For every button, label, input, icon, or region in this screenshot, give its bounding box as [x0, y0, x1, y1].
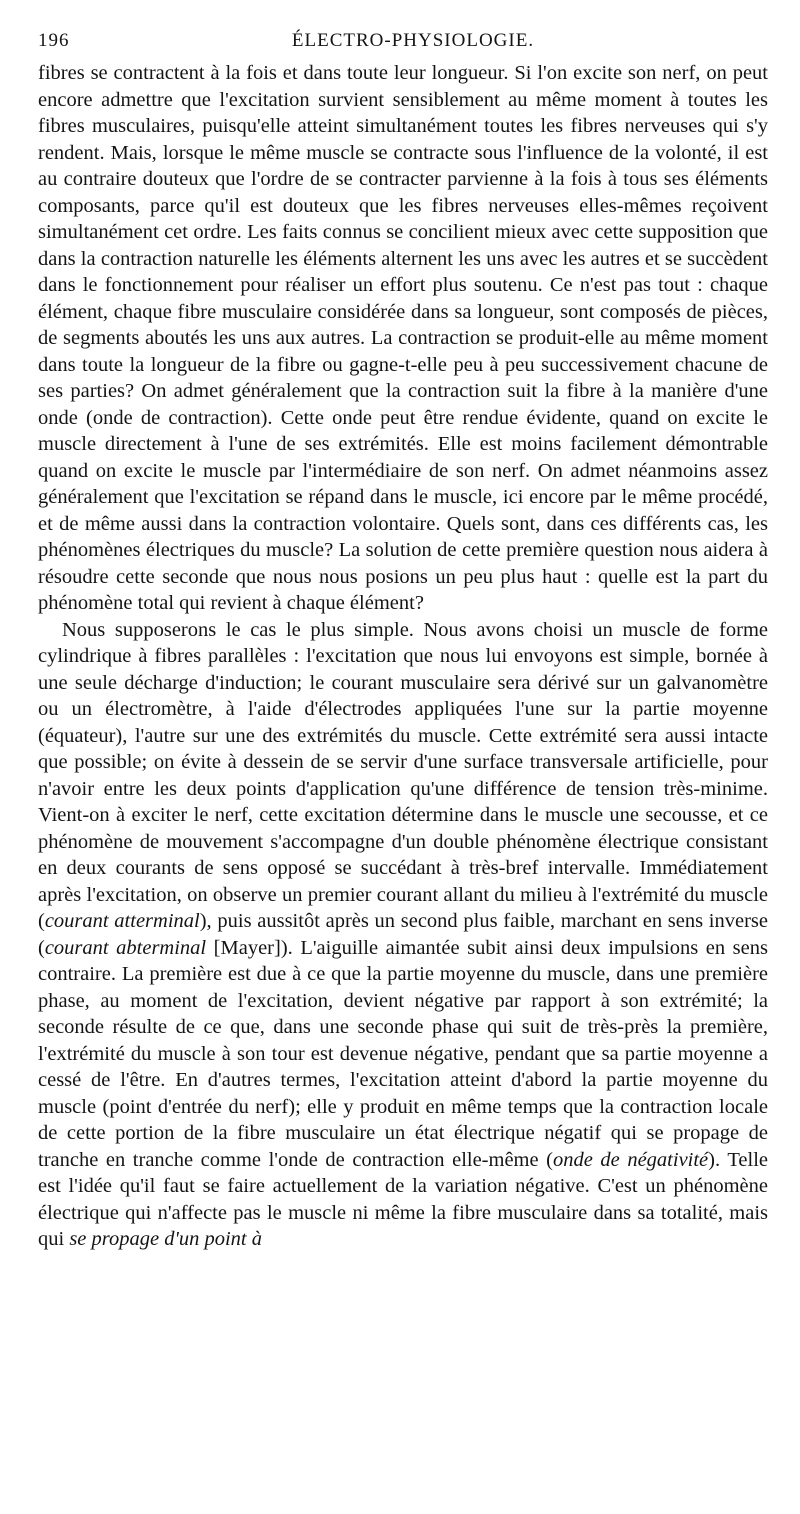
italic-text: onde de négativité — [553, 1148, 709, 1171]
italic-text: courant abterminal — [44, 936, 207, 959]
text-run: fibres se contractent à la fois et dans toute leur longueur. Si l'on excite son nerf, on peut encore admettre que l'excitation survient sensiblement au même moment à toutes les fibres musculaires, puisqu'elle atteint simultanément toutes les fibres nerveuses qui s'y rendent. Mais, lorsque le même muscle se contracte sous l'influence de la volonté, il est au contraire douteux que l'ordre de se contracter parvienne à la fois à tous ses éléments composants, parce qu'il est douteux que les fibres nerveuses elles-mêmes reçoivent simultanément cet ordre. Les faits connus se concilient mieux avec cette supposition que dans la contraction naturelle les éléments alternent les uns avec les autres et se succèdent dans le fonctionnement pour réaliser un effort plus soutenu. Ce n'est pas tout : chaque élément, chaque fibre musculaire considérée dans sa longueur, sont composés de pièces, de segments aboutés les uns aux autres. La contraction se produit-elle au même moment dans toute la longueur de la fibre ou gagne-t-elle peu à peu successivement chacune de ses parties? On admet généralement que la contraction suit la fibre à la manière d'une onde (onde de contraction). Cette onde peut être rendue évidente, quand on excite le muscle directement à l'une de ses extrémités. Elle est moins facilement démontrable quand on excite le muscle par l'intermédiaire de son nerf. On admet néanmoins assez généralement que l'excitation se répand dans le muscle, ici encore par le même procédé, et de même aussi dans la contraction volontaire. Quels sont, dans ces différents cas, les phénomènes électriques du muscle? La solution de cette première question nous aidera à résoudre cette seconde que nous nous posions un peu plus haut : quelle est la part du phénomène total qui revient à chaque élément? — [38, 62, 768, 614]
paragraph — [38, 60, 768, 617]
book-page — [38, 30, 768, 1253]
text-run: [Mayer]). L'aiguille aimantée subit ainsi deux impulsions en sens contraire. La première est due à ce que la partie moyenne du muscle, dans une première phase, au moment de l'excitation, devient négative par rapport à son extrémité; la seconde résulte de ce que, dans une seconde phase qui suit de très-près la première, l'extrémité du muscle à son tour est devenue négative, pendant que sa partie moyenne a cessé de l'être. En d'autres termes, l'excitation atteint d'abord la partie moyenne du muscle (point d'entrée du nerf); elle y produit en même temps que la contraction locale de cette portion de la fibre musculaire un état électrique négatif qui se propage de tranche en tranche comme l'onde de contraction elle-même ( — [38, 936, 768, 1171]
page-number: 196 — [38, 30, 70, 51]
paragraph — [38, 617, 768, 1253]
italic-text: courant atterminal — [44, 910, 200, 932]
running-title: ÉLECTRO-PHYSIOLOGIE. — [291, 30, 535, 51]
text-run: ). Telle est l'idée qu'il faut se faire actuellement de la variation négative. C'est un phénomène électrique qui n'affecte pas le muscle ni même la fibre musculaire dans sa totalité, mais qui — [38, 1148, 768, 1250]
page-header — [38, 30, 768, 60]
text-run: Nous supposerons le cas le plus simple. Nous avons choisi un muscle de forme cylindrique à fibres parallèles : l'excitation que nous lui envoyons est simple, bornée à une seule décharge d'induction; le courant musculaire sera dérivé sur un galvanomètre ou un électromètre, à l'aide d'électrodes appliquées l'une sur la partie moyenne (équateur), l'autre sur une des extrémités du muscle. Cette extrémité sera aussi intacte que possible; on évite à dessein de se servir d'une surface transversale artificielle, pour n'avoir entre les deux points d'application qu'une différence de tension très-minime. Vient-on à exciter le nerf, cette excitation détermine dans le muscle une secousse, et ce phénomène de mouvement s'accompagne d'un double phénomène électrique consistant en deux courants de sens opposé se succédant à très-bref intervalle. Immédiatement après l'excitation, on observe un premier courant allant du milieu à l'extrémité du muscle ( — [38, 618, 768, 932]
text-run: ), puis aussitôt après un second plus faible, marchant en sens inverse ( — [38, 910, 768, 959]
italic-text: se propage d'un point à — [69, 1228, 262, 1250]
body-text — [38, 60, 768, 1253]
